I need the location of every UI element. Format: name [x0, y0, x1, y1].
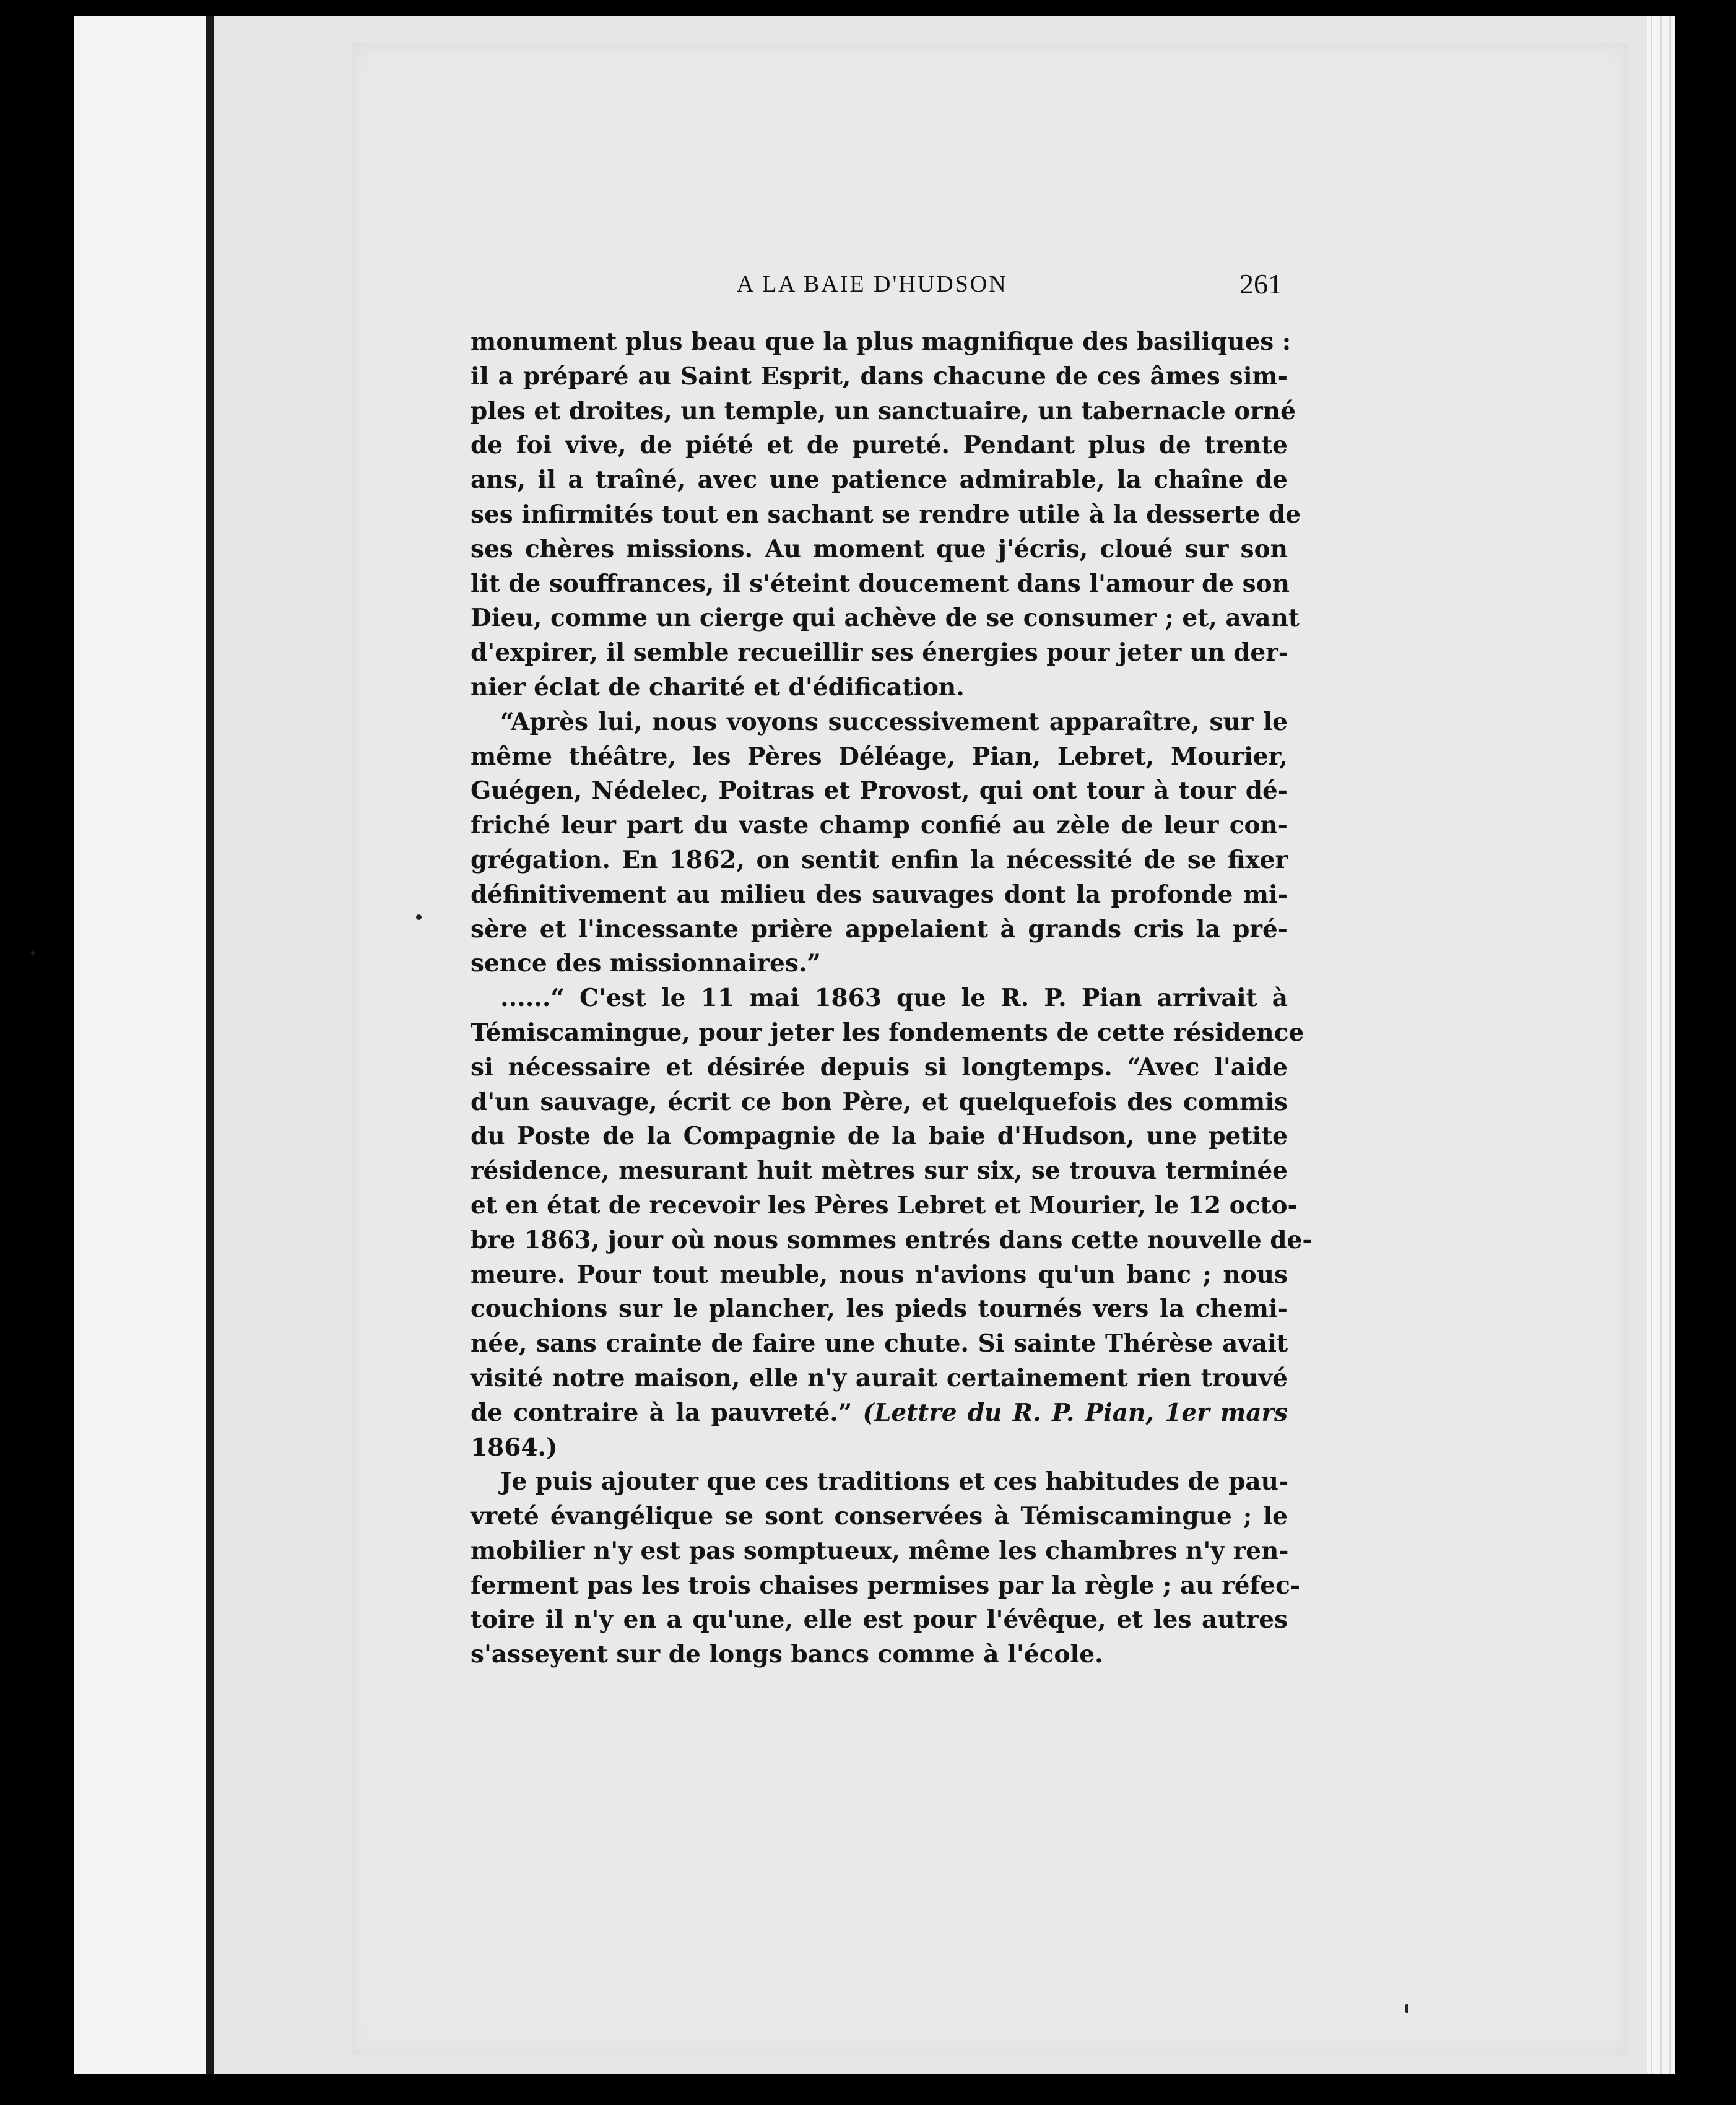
text-line — [471, 1396, 1288, 1431]
text-line: couchions sur le plancher, les pieds tournés vers la chemi- — [471, 1295, 1288, 1324]
scan-speck — [1405, 2004, 1408, 2013]
text-line: “Après lui, nous voyons successivement apparaître, sur le — [500, 707, 1288, 736]
text-line: née, sans crainte de faire une chute. Si sainte Thérèse avait — [471, 1329, 1288, 1358]
text-line-part: de contraire à la pauvreté.” — [471, 1398, 853, 1427]
text-line: sence des missionnaires.” — [471, 949, 821, 978]
text-line: monument plus beau que la plus magnifique des basiliques : — [471, 328, 1291, 356]
body-text — [471, 325, 1313, 1672]
text-line: si nécessaire et désirée depuis si longtemps. “Avec l'aide — [471, 1052, 1288, 1082]
adjacent-page-edge — [74, 16, 210, 2074]
text-line: ans, il a traîné, avec une patience admirable, la chaîne de — [471, 466, 1288, 495]
text-line: nier éclat de charité et d'édification. — [471, 672, 965, 701]
text-line: et en état de recevoir les Pères Lebret et Mourier, le 12 octo- — [471, 1191, 1298, 1220]
text-line: bre 1863, jour où nous sommes entrés dans cette nouvelle de- — [471, 1225, 1313, 1254]
text-line: d'expirer, il semble recueillir ses énergies pour jeter un der- — [471, 638, 1288, 667]
text-line: même théâtre, les Pères Déléage, Pian, Lebret, Mourier, — [471, 742, 1288, 771]
text-line: meure. Pour tout meuble, nous n'avions qu'un banc ; nous — [471, 1260, 1288, 1289]
text-line: sère et l'incessante prière appelaient à grands cris la pré- — [471, 914, 1288, 944]
scan-speck — [31, 951, 35, 955]
text-line: ses chères missions. Au moment que j'écris, cloué sur son — [471, 534, 1288, 563]
text-line: de foi vive, de piété et de pureté. Pendant plus de trente — [471, 431, 1288, 460]
text-line: définitivement au milieu des sauvages dont la profonde mi- — [471, 880, 1288, 909]
text-line: visité notre maison, elle n'y aurait certainement rien trouvé — [471, 1363, 1288, 1392]
text-line: ferment pas les trois chaises permises par la règle ; au réfec- — [471, 1571, 1301, 1600]
text-line: ples et droites, un temple, un sanctuaire, un tabernacle orné — [471, 396, 1296, 425]
text-line: toire il n'y en a qu'une, elle est pour l'évêque, et les autres — [471, 1605, 1288, 1634]
text-line: vreté évangélique se sont conservées à Témiscamingue ; le — [471, 1502, 1288, 1531]
text-line: ......“ C'est le 11 mai 1863 que le R. P. Pian arrivait à — [500, 984, 1288, 1013]
text-line: Guégen, Nédelec, Poitras et Provost, qui ont tour à tour dé- — [471, 776, 1288, 805]
text-line: lit de souffrances, il s'éteint doucement dans l'amour de son — [471, 569, 1290, 598]
scan-speck — [416, 914, 422, 920]
page-gutter — [206, 16, 214, 2074]
text-line: Je puis ajouter que ces traditions et ces habitudes de pau- — [500, 1467, 1289, 1496]
text-line: grégation. En 1862, on sentit enfin la nécessité de se fixer — [471, 845, 1288, 874]
text-line: 1864.) — [471, 1433, 558, 1462]
text-line: s'asseyent sur de longs bancs comme à l'école. — [471, 1640, 1103, 1669]
text-line: mobilier n'y est pas somptueux, même les chambres n'y ren- — [471, 1536, 1289, 1565]
text-line: ses infirmités tout en sachant se rendre utile à la desserte de — [471, 500, 1301, 529]
text-line: Dieu, comme un cierge qui achève de se consumer ; et, avant — [471, 604, 1300, 633]
text-line: résidence, mesurant huit mètres sur six, se trouva terminée — [471, 1157, 1288, 1186]
text-line: il a préparé au Saint Esprit, dans chacune de ces âmes sim- — [471, 362, 1288, 391]
text-line: friché leur part du vaste champ confié au zèle de leur con- — [471, 811, 1288, 840]
text-line: du Poste de la Compagnie de la baie d'Hudson, une petite — [471, 1122, 1288, 1151]
page-number: 261 — [1239, 268, 1282, 300]
text-line: Témiscamingue, pour jeter les fondements de cette résidence — [471, 1018, 1304, 1047]
text-line: d'un sauvage, écrit ce bon Père, et quelquefois des commis — [471, 1087, 1288, 1116]
running-head: A LA BAIE D'HUDSON — [737, 271, 1008, 297]
page-stack-edge — [1647, 16, 1675, 2074]
letter-citation: (Lettre du R. P. Pian, 1er mars — [862, 1398, 1288, 1427]
